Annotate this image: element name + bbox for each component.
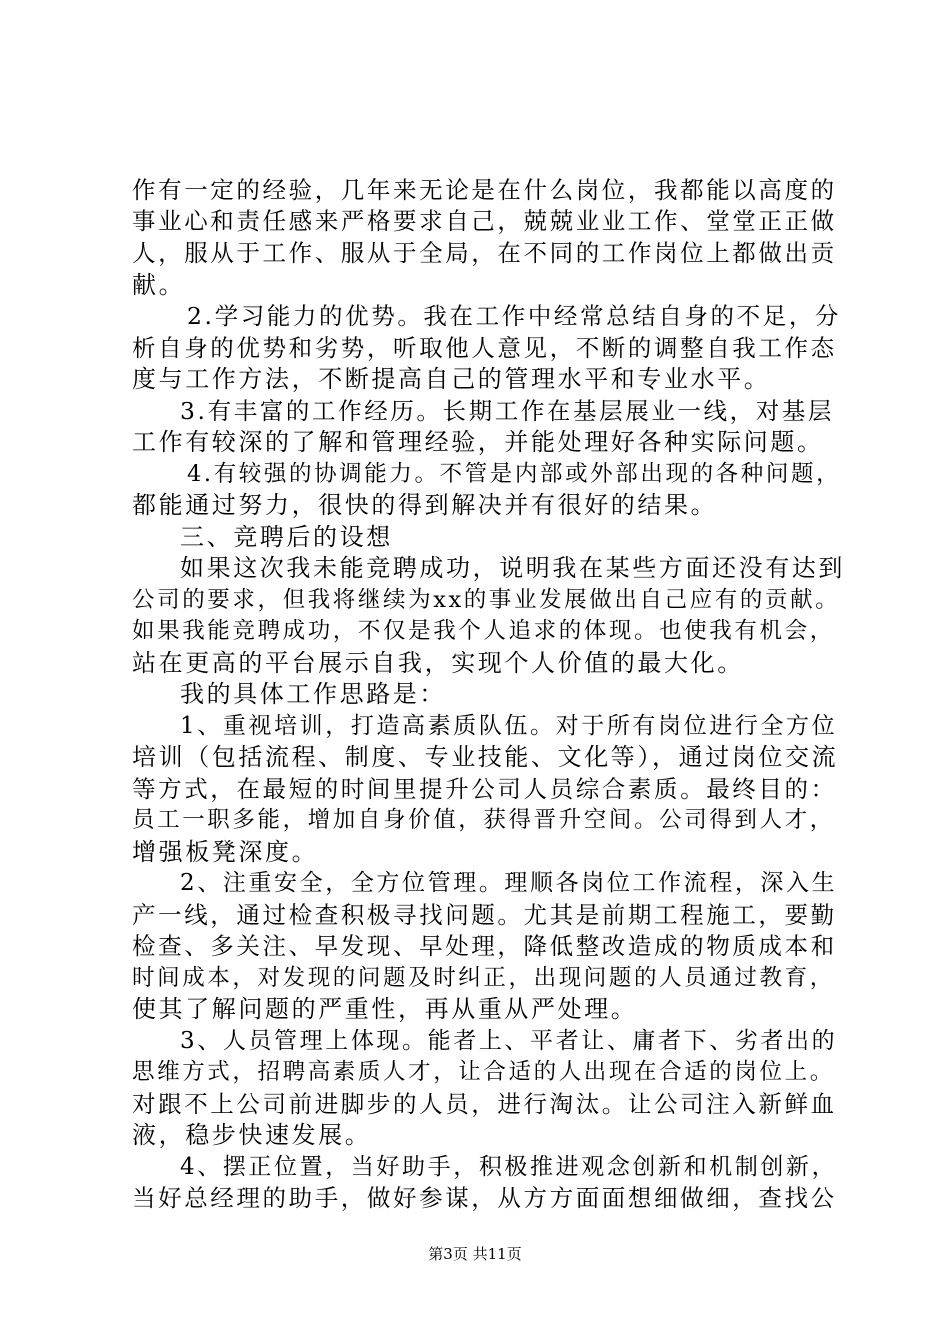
section-heading: 三、竞聘后的设想 — [180, 523, 393, 551]
text-line: 2、注重安全，全方位管理。理顺各岗位工作流程，深入生 — [180, 870, 838, 896]
text-line: 析自身的优势和劣势，听取他人意见，不断的调整自我工作态 — [132, 334, 837, 362]
text-line: 作有一定的经验，几年来无论是在什么岗位，我都能以高度的 — [132, 176, 837, 204]
text-line: 使其了解问题的严重性，再从重从严处理。 — [132, 995, 638, 1023]
text-line: 站在更高的平台展示自我，实现个人价值的最大化。 — [132, 649, 744, 677]
text-line: 4、摆正位置，当好助手，积极推进观念创新和机制创新， — [180, 1154, 838, 1180]
text-line: 人，服从于工作、服从于全局，在不同的工作岗位上都做出贡 — [132, 239, 837, 267]
text-line: 时间成本，对发现的问题及时纠正，出现问题的人员通过教育， — [132, 965, 835, 991]
text-line: 公司的要求，但我将继续为xx的事业发展做出自己应有的贡献。 — [132, 587, 841, 613]
text-line: 思维方式，招聘高素质人才，让合适的人出现在合适的岗位上。 — [132, 1059, 835, 1085]
text-line: 产一线，通过检查积极寻找问题。尤其是前期工程施工，要勤 — [132, 901, 837, 929]
text-line: 我的具体工作思路是： — [180, 680, 446, 708]
text-line: 事业心和责任感来严格要求自己，兢兢业业工作、堂堂正正做 — [132, 207, 837, 235]
text-line: 3.有丰富的工作经历。长期工作在基层展业一线，对基层 — [180, 397, 835, 425]
text-line: 度与工作方法，不断提高自己的管理水平和专业水平。 — [132, 365, 771, 393]
text-line: 等方式，在最短的时间里提升公司人员综合素质。最终目的： — [132, 775, 837, 803]
text-line: 如果我能竞聘成功，不仅是我个人追求的体现。也使我有机会， — [132, 618, 835, 644]
text-line: 对跟不上公司前进脚步的人员，进行淘汰。让公司注入新鲜血 — [132, 1090, 837, 1118]
text-line: 员工一职多能，增加自身价值，获得晋升空间。公司得到人才， — [132, 807, 835, 833]
text-line: 都能通过努力，很快的得到解决并有很好的结果。 — [132, 491, 718, 519]
page-footer: 第3页 共11页 — [428, 1245, 522, 1263]
text-line: 1、重视培训，打造高素质队伍。对于所有岗位进行全方位 — [180, 713, 838, 739]
text-line: 3、人员管理上体现。能者上、平者让、庸者下、劣者出的 — [180, 1028, 838, 1054]
text-line: 培训（包括流程、制度、专业技能、文化等），通过岗位交流 — [132, 743, 839, 771]
text-line: 液，稳步快速发展。 — [132, 1121, 372, 1149]
text-line: 当好总经理的助手，做好参谋，从方方面面想细做细，查找公 — [132, 1184, 837, 1212]
text-line: 2.学习能力的优势。我在工作中经常总结自身的不足，分 — [187, 302, 842, 330]
text-line: 工作有较深的了解和管理经验，并能处理好各种实际问题。 — [132, 428, 824, 456]
text-line: 4.有较强的协调能力。不管是内部或外部出现的各种问题， — [187, 461, 842, 487]
text-line: 检查、多关注、早发现、早处理，降低整改造成的物质成本和 — [132, 932, 837, 960]
text-line: 如果这次我未能竞聘成功，说明我在某些方面还没有达到 — [180, 554, 845, 582]
text-line: 献。 — [132, 271, 186, 299]
text-line: 增强板凳深度。 — [132, 838, 319, 866]
